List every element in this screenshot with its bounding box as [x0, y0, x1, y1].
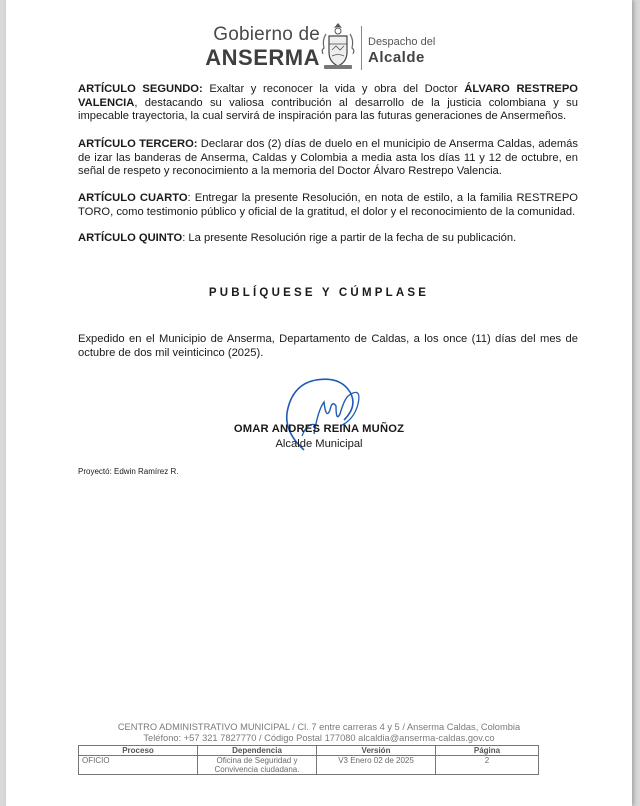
letterhead — [6, 18, 632, 76]
publiquese-heading: PUBLÍQUESE Y CÚMPLASE — [208, 287, 430, 299]
article-text: Exaltar y reconocer la vida y obra del Doctor — [202, 83, 465, 95]
article-quinto — [78, 232, 578, 246]
article-text: : La presente Resolución rige a partir de la fecha de su publicación. — [182, 232, 517, 244]
despacho-block — [368, 36, 435, 67]
despacho-line-1: Despacho del — [368, 36, 436, 48]
honoree-name: ÁLVARO RESTREPO VALENCIA — [78, 83, 578, 109]
article-label: ARTÍCULO TERCERO: — [78, 138, 198, 150]
table-cell-pagina: 2 — [436, 756, 539, 775]
document-control-table — [78, 745, 539, 775]
article-label: ARTÍCULO SEGUNDO: — [78, 83, 203, 95]
article-tercero — [78, 138, 578, 179]
table-cell-version: V3 Enero 02 de 2025 — [317, 756, 436, 775]
proyecto-note: Proyectó: Edwin Ramírez R. — [78, 467, 179, 476]
coat-of-arms-icon — [318, 20, 358, 72]
article-label: ARTÍCULO CUARTO — [78, 192, 188, 204]
logo-line-2: ANSERMA — [205, 45, 320, 70]
logo-line-1: Gobierno de — [213, 24, 320, 45]
footer-address-line: CENTRO ADMINISTRATIVO MUNICIPAL / Cl. 7 entre carreras 4 y 5 / Anserma Caldas, Colombia — [117, 722, 521, 732]
article-text: , destacando su valiosa contribución al desarrollo de la justicia colombiana y su impecable trayectoria, la cual servirá de inspiración para las futuras generaciones de Ansermeños. — [78, 96, 578, 123]
expedido-paragraph: Expedido en el Municipio de Anserma, Departamento de Caldas, a los once (11) días del mes de octubre de dos mil veinticinco (2025). — [78, 333, 578, 359]
article-label: ARTÍCULO QUINTO — [78, 232, 183, 244]
table-header-version: Versión — [317, 746, 436, 756]
footer-contact-line: Teléfono: +57 321 7827770 / Código Postal 177080 alcaldia@anserma-caldas.gov.co — [143, 733, 495, 743]
document-page — [6, 0, 632, 806]
despacho-line-2: Alcalde — [368, 49, 425, 66]
article-text: : Entregar la presente Resolución, en nota de estilo, a la familia RESTREPO TORO, como testimonio público y oficial de la gratitud, el dolor y el reconocimiento de la comunidad. — [78, 192, 578, 218]
table-cell-dependencia: Oficina de Seguridad y Convivencia ciudadana. — [198, 756, 317, 775]
logo-divider — [361, 26, 362, 70]
footer-address — [6, 722, 632, 744]
table-header-dependencia: Dependencia — [198, 746, 317, 756]
article-cuarto — [78, 192, 578, 219]
municipal-logo-text — [194, 24, 320, 70]
table-header-pagina: Página — [436, 746, 539, 756]
article-segundo — [78, 83, 578, 124]
article-text: Declarar dos (2) días de duelo en el municipio de Anserma Caldas, además de izar las banderas de Anserma, Caldas y Colombia a media asta los días 11 y 12 de octubre, en señal de respeto y reconocimiento a la memoria del Doctor Álvaro Restrepo Valencia. — [78, 138, 579, 178]
table-header-proceso: Proceso — [79, 746, 198, 756]
table-cell-proceso: OFICIO — [79, 756, 198, 775]
signatory-name: OMAR ANDRES REINA MUÑOZ — [233, 423, 405, 435]
signatory-title: Alcalde Municipal — [275, 438, 363, 450]
